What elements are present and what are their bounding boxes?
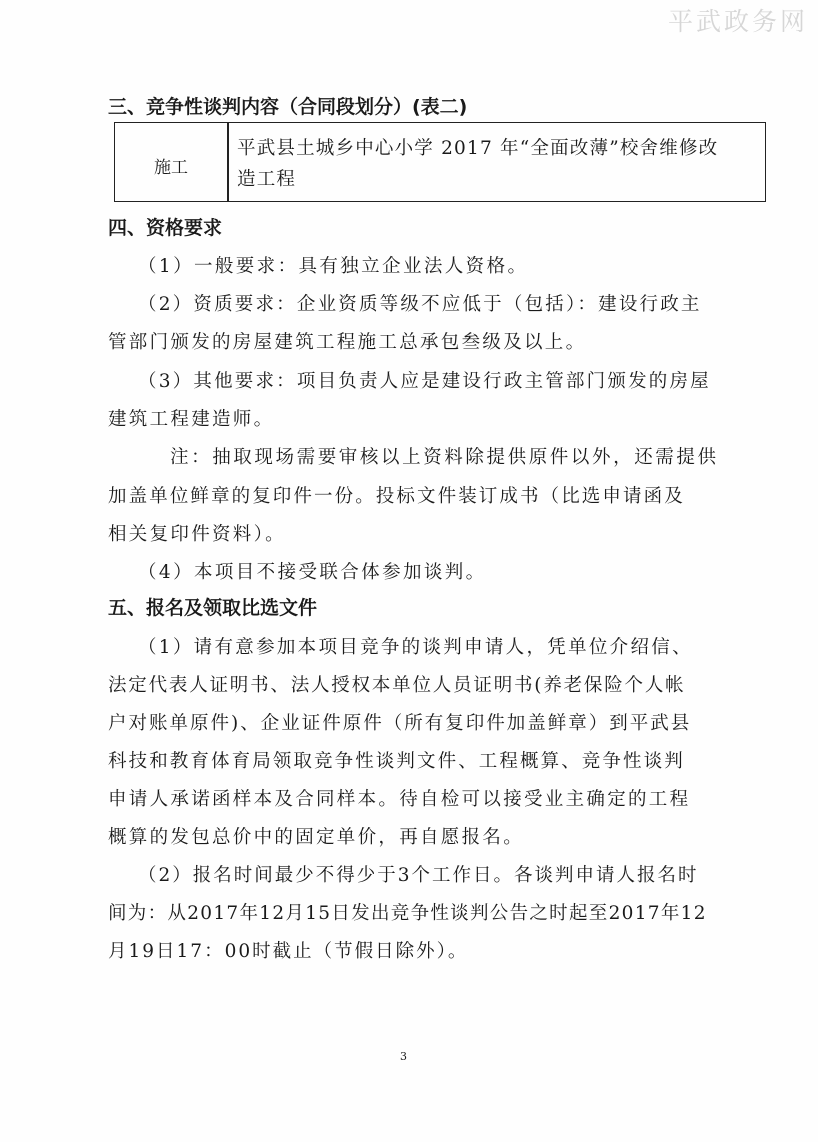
section5-heading: 五、报名及领取比选文件 <box>108 597 318 619</box>
requirement-other-line1: （3）其他要求：项目负责人应是建设行政主管部门颁发的房屋 <box>138 371 711 392</box>
table-cell-line: 平武县土城乡中心小学 2017 年“全面改薄”校舍维修改 <box>237 138 719 159</box>
watermark: 平武政务网 <box>667 7 808 36</box>
registration-p1-line4: 科技和教育体育局领取竞争性谈判文件、工程概算、竞争性谈判 <box>108 751 685 772</box>
registration-p2-line2: 间为：从2017年12月15日发出竞争性谈判公告之时起至2017年12 <box>108 903 707 924</box>
registration-p1-line3: 户对账单原件)、企业证件原件（所有复印件加盖鲜章）到平武县 <box>108 713 692 734</box>
note-line2: 加盖单位鲜章的复印件一份。投标文件装订成书（比选申请函及 <box>108 486 685 507</box>
registration-p2-line3: 月19日17：00时截止（节假日除外）。 <box>108 941 469 962</box>
table-cell-content <box>237 133 761 195</box>
registration-p1-line1: （1）请有意参加本项目竞争的谈判申请人，凭单位介绍信、 <box>138 637 693 658</box>
requirement-other-line2: 建筑工程建造师。 <box>108 409 275 430</box>
requirement-consortium: （4）本项目不接受联合体参加谈判。 <box>138 562 487 583</box>
registration-p2-line1: （2）报名时间最少不得少于3个工作日。各谈判申请人报名时 <box>138 865 699 886</box>
registration-p1-line6: 概算的发包总价中的固定单价，再自愿报名。 <box>108 827 525 848</box>
requirement-qualification-line2: 管部门颁发的房屋建筑工程施工总承包叁级及以上。 <box>108 332 587 353</box>
table-cell-label: 施工 <box>154 158 188 178</box>
registration-p1-line2: 法定代表人证明书、法人授权本单位人员证明书(养老保险个人帐 <box>108 675 686 696</box>
requirement-qualification-line1: （2）资质要求：企业资质等级不应低于（包括）：建设行政主 <box>138 294 702 315</box>
requirement-general: （1）一般要求：具有独立企业法人资格。 <box>138 256 529 277</box>
section4-heading: 四、资格要求 <box>108 217 223 239</box>
registration-p1-line5: 申请人承诺函样本及合同样本。待自检可以接受业主确定的工程 <box>108 789 691 810</box>
table-cell-line: 造工程 <box>237 169 297 190</box>
table-divider <box>227 123 229 201</box>
note-line1: 注：抽取现场需要审核以上资料除提供原件以外，还需提供 <box>170 447 719 468</box>
note-line3: 相关复印件资料）。 <box>108 524 286 545</box>
contract-section-table <box>114 122 766 202</box>
page-number: 3 <box>400 1050 407 1063</box>
section3-heading: 三、竞争性谈判内容（合同段划分）(表二) <box>108 96 468 118</box>
